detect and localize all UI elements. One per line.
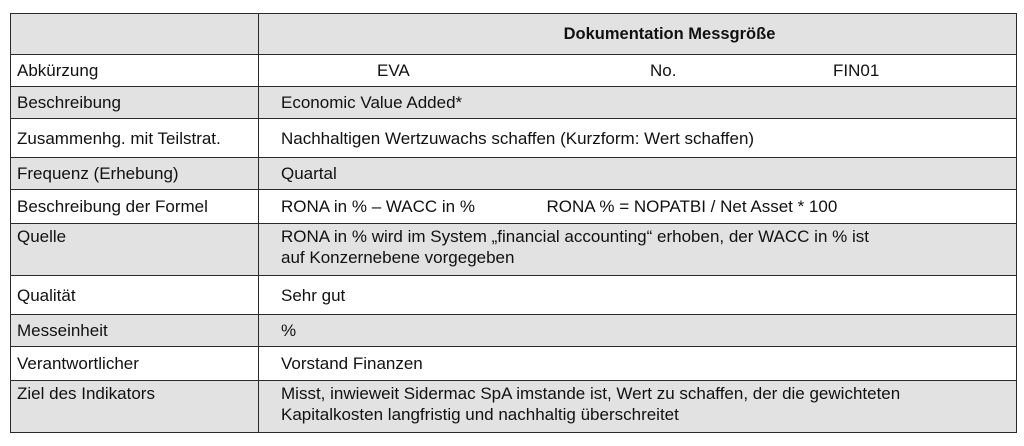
formula-part-2: RONA % = NOPATBI / Net Asset * 100 [546, 197, 838, 216]
table-row [11, 190, 1017, 224]
row-value [259, 223, 1017, 275]
table-title: Dokumentation Messgröße [259, 14, 1017, 55]
abbreviation-value-cell [259, 55, 1017, 87]
table-row [11, 158, 1017, 190]
table-row [11, 87, 1017, 119]
row-label: Zusammenhg. mit Teilstrat. [11, 118, 259, 157]
row-label: Beschreibung [11, 87, 259, 119]
formula-part-1: RONA in % – WACC in % [281, 197, 475, 216]
abbreviation-row [11, 55, 1017, 87]
table-header-row [11, 14, 1017, 55]
table-row [11, 380, 1017, 432]
row-label: Beschreibung der Formel [11, 190, 259, 224]
row-value-line: Misst, inwieweit Sidermac SpA imstande ist, Wert zu schaffen, der die gewichteten [281, 383, 901, 403]
row-label: Qualität [11, 275, 259, 314]
row-value: Sehr gut [259, 275, 1017, 314]
row-value: Vorstand Finanzen [259, 346, 1017, 380]
table-row [11, 223, 1017, 275]
documentation-table [10, 13, 1017, 433]
row-value: Nachhaltigen Wertzuwachs schaffen (Kurzform: Wert schaffen) [259, 118, 1017, 157]
row-value-line: RONA in % wird im System „financial accounting“ erhoben, der WACC in % ist [281, 226, 869, 246]
row-label: Verantwortlicher [11, 346, 259, 380]
row-label: Frequenz (Erhebung) [11, 158, 259, 190]
table-row [11, 275, 1017, 314]
abbreviation-value: EVA [377, 61, 410, 81]
row-label: Quelle [11, 223, 259, 275]
row-value: Economic Value Added* [259, 87, 1017, 119]
row-value: Quartal [259, 158, 1017, 190]
row-value: % [259, 315, 1017, 347]
row-label: Abkürzung [11, 55, 259, 87]
row-value [259, 380, 1017, 432]
number-label: No. [650, 61, 677, 81]
formula-cell [259, 190, 1017, 224]
number-value: FIN01 [833, 61, 880, 81]
row-label: Ziel des Indikators [11, 380, 259, 432]
table-row [11, 118, 1017, 157]
table-row [11, 346, 1017, 380]
table-row [11, 315, 1017, 347]
header-empty-cell [11, 14, 259, 55]
row-label: Messeinheit [11, 315, 259, 347]
row-value-line: auf Konzernebene vorgegeben [281, 247, 515, 267]
row-value-line: Kapitalkosten langfristig und nachhaltig überschreitet [281, 404, 679, 424]
